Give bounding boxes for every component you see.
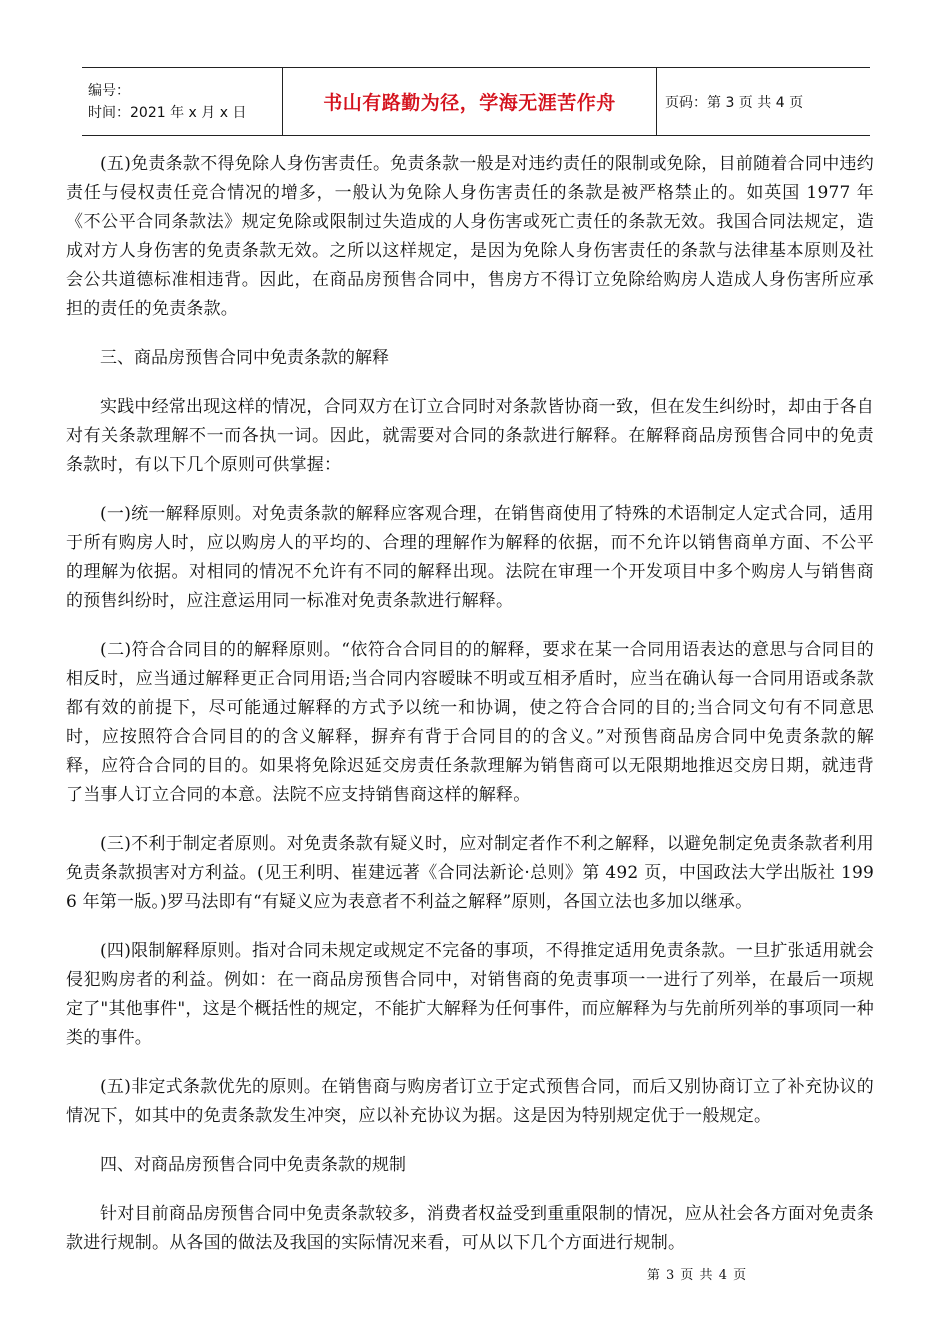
paragraph-regulation-intro: 针对目前商品房预售合同中免责条款较多，消费者权益受到重重限制的情况，应从社会各方面对免责条款进行规制。从各国的做法及我国的实际情况来看，可从以下几个方面进行规制。	[66, 1204, 874, 1253]
paragraph-non-standard-priority: (五)非定式条款优先的原则。在销售商与购房者订立于定式预售合同，而后又别协商订立了补充协议的情况下，如其中的免责条款发生冲突，应以补充协议为据。这是因为特别规定优于一般规定。	[66, 1077, 874, 1126]
document-date-label: 时间：2021 年 x 月 x 日	[88, 104, 247, 121]
header-page-label: 页码：第 3 页 共 4 页	[665, 94, 804, 111]
paragraph-personal-injury: (五)免责条款不得免除人身伤害责任。免责条款一般是对违约责任的限制或免除，目前随着合同中违约责任与侵权责任竞合情况的增多，一般认为免除人身伤害责任的条款是被严格禁止的。如英国 1977 年《不公平合同条款法》规定免除或限制过失造成的人身伤害或死亡责任的条款无效。我国合同法规定，造成对方人身伤害的免责条款无效。之所以这样规定，是因为免除人身伤害责任的条款与法律基本原则及社会公共道德标准相违背。因此，在商品房预售合同中，售房方不得订立免除给购房人造成人身伤害所应承担的责任的免责条款。	[66, 154, 874, 319]
header-motto: 书山有路勤为径，学海无涯苦作舟	[323, 92, 616, 114]
page-header	[82, 67, 870, 136]
paragraph-contra-proferentem: (三)不利于制定者原则。对免责条款有疑义时，应对制定者作不利之解释，以避免制定免责条款者利用免责条款损害对方利益。(见王利明、崔建远著《合同法新论·总则》第 492 页，中国政法大学出版社 1996 年第一版。)罗马法即有“有疑义应为表意者不利益之解释”原则，各国立法也多加以继承。	[66, 834, 874, 912]
page-footer	[0, 1264, 950, 1283]
document-number-label: 编号：	[88, 82, 130, 99]
header-page-cell	[657, 68, 870, 135]
header-meta-cell	[82, 68, 283, 135]
section-heading-regulation: 四、对商品房预售合同中免责条款的规制	[100, 1155, 406, 1175]
footer-page-number: 第 3 页 共 4 页	[646, 1268, 748, 1283]
paragraph-interpretation-intro: 实践中经常出现这样的情况，合同双方在订立合同时对条款皆协商一致，但在发生纠纷时，却由于各自对有关条款理解不一而各执一词。因此，就需要对合同的条款进行解释。在解释商品房预售合同中的免责条款时，有以下几个原则可供掌握：	[66, 397, 874, 475]
header-motto-cell	[283, 68, 657, 135]
paragraph-purpose-interpretation: (二)符合合同目的的解释原则。“依符合合同目的的解释，要求在某一合同用语表达的意思与合同目的相反时，应当通过解释更正合同用语;当合同内容暧昧不明或互相矛盾时，应当在确认每一合同用语或条款都有效的前提下，尽可能通过解释的方式予以统一和协调，使之符合合同的目的;当合同文句有不同意思时，应按照符合合同目的的含义解释，摒弃有背于合同目的的含义。”对预售商品房合同中免责条款的解释，应符合合同的目的。如果将免除迟延交房责任条款理解为销售商可以无限期地推迟交房日期，就违背了当事人订立合同的本意。法院不应支持销售商这样的解释。	[66, 640, 874, 805]
paragraph-uniform-interpretation: (一)统一解释原则。对免责条款的解释应客观合理，在销售商使用了特殊的术语制定人定式合同，适用于所有购房人时，应以购房人的平均的、合理的理解作为解释的依据，而不允许以销售商单方面、不公平的理解为依据。对相同的情况不允许有不同的解释出现。法院在审理一个开发项目中多个购房人与销售商的预售纠纷时，应注意运用同一标准对免责条款进行解释。	[66, 504, 874, 611]
document-body	[66, 150, 874, 1278]
section-heading-interpretation: 三、商品房预售合同中免责条款的解释	[100, 348, 389, 368]
paragraph-restrictive-interpretation: (四)限制解释原则。指对合同未规定或规定不完备的事项，不得推定适用免责条款。一旦扩张适用就会侵犯购房者的利益。例如：在一商品房预售合同中，对销售商的免责事项一一进行了列举，在最后一项规定了"其他事件"，这是个概括性的规定，不能扩大解释为任何事件，而应解释为与先前所列举的事项同一种类的事件。	[66, 941, 874, 1048]
